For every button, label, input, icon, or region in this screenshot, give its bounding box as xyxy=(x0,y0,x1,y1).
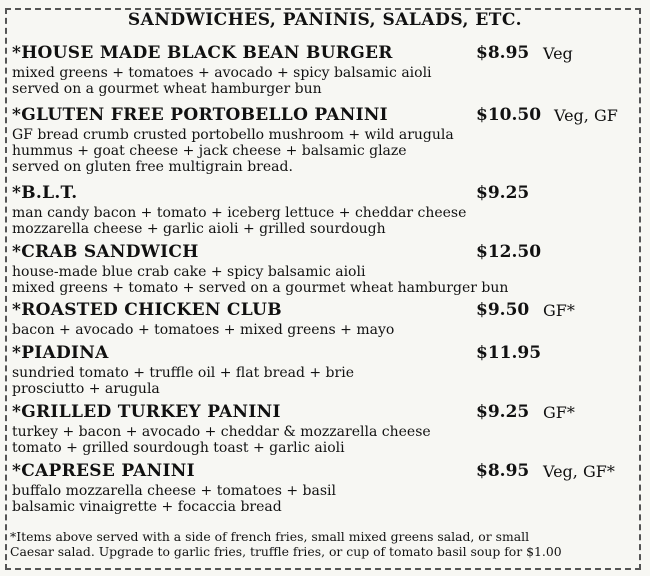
footnote-line: *Items above served with a side of french fries, small mixed greens salad, or small xyxy=(10,529,530,544)
item-price: $9.50 xyxy=(476,300,530,320)
item-description-line: balsamic vinaigrette + focaccia bread xyxy=(12,499,282,515)
item-description-line: mozzarella cheese + garlic aioli + grilled sourdough xyxy=(12,221,386,237)
footnote-line: Caesar salad. Upgrade to garlic fries, truffle fries, or cup of tomato basil soup for $1.00 xyxy=(10,544,562,559)
menu-item-black-bean-burger xyxy=(12,43,640,97)
menu-item-turkey-panini xyxy=(12,402,640,456)
item-diet-tag: Veg, GF* xyxy=(543,462,615,481)
item-description-line: prosciutto + arugula xyxy=(12,381,160,397)
item-name: *HOUSE MADE BLACK BEAN BURGER xyxy=(12,43,393,63)
item-diet-tag: Veg xyxy=(543,44,573,63)
item-description-line: hummus + goat cheese + jack cheese + balsamic glaze xyxy=(12,143,407,159)
item-description-line: tomato + grilled sourdough toast + garlic aioli xyxy=(12,440,345,456)
item-name: *PIADINA xyxy=(12,343,109,363)
item-description-line: house-made blue crab cake + spicy balsamic aioli xyxy=(12,264,366,280)
item-description-line: served on gluten free multigrain bread. xyxy=(12,159,293,175)
item-price: $10.50 xyxy=(476,105,542,125)
item-description-line: turkey + bacon + avocado + cheddar & mozzarella cheese xyxy=(12,424,431,440)
item-diet-tag: GF* xyxy=(543,301,575,320)
item-description-line: mixed greens + tomatoes + avocado + spicy balsamic aioli xyxy=(12,65,432,81)
menu-item-piadina xyxy=(12,343,640,397)
item-name: *B.L.T. xyxy=(12,183,78,203)
item-name: *GLUTEN FREE PORTOBELLO PANINI xyxy=(12,105,388,125)
menu-item-chicken-club xyxy=(12,300,640,338)
item-description-line: GF bread crumb crusted portobello mushroom + wild arugula xyxy=(12,127,454,143)
section-title: SANDWICHES, PANINIS, SALADS, ETC. xyxy=(127,10,523,30)
item-description-line: man candy bacon + tomato + iceberg lettuce + cheddar cheese xyxy=(12,205,467,221)
item-description-line: sundried tomato + truffle oil + flat bread + brie xyxy=(12,365,354,381)
item-diet-tag: Veg, GF xyxy=(554,106,618,125)
item-price: $9.25 xyxy=(476,183,530,203)
menu-footnote xyxy=(10,529,640,559)
item-description-line: mixed greens + tomato + served on a gourmet wheat hamburger bun xyxy=(12,280,509,296)
item-description-line: buffalo mozzarella cheese + tomatoes + basil xyxy=(12,483,336,499)
menu-item-caprese-panini xyxy=(12,461,640,515)
item-price: $11.95 xyxy=(476,343,542,363)
item-price: $8.95 xyxy=(476,461,530,481)
item-price: $9.25 xyxy=(476,402,530,422)
menu-item-portobello-panini xyxy=(12,105,640,175)
item-diet-tag: GF* xyxy=(543,403,575,422)
item-description-line: served on a gourmet wheat hamburger bun xyxy=(12,81,322,97)
item-name: *GRILLED TURKEY PANINI xyxy=(12,402,281,422)
menu-item-blt xyxy=(12,183,640,237)
item-name: *CAPRESE PANINI xyxy=(12,461,195,481)
item-name: *CRAB SANDWICH xyxy=(12,242,199,262)
item-price: $8.95 xyxy=(476,43,530,63)
item-price: $12.50 xyxy=(476,242,542,262)
menu-item-crab-sandwich xyxy=(12,242,640,296)
item-description-line: bacon + avocado + tomatoes + mixed greens + mayo xyxy=(12,322,395,338)
item-name: *ROASTED CHICKEN CLUB xyxy=(12,300,282,320)
